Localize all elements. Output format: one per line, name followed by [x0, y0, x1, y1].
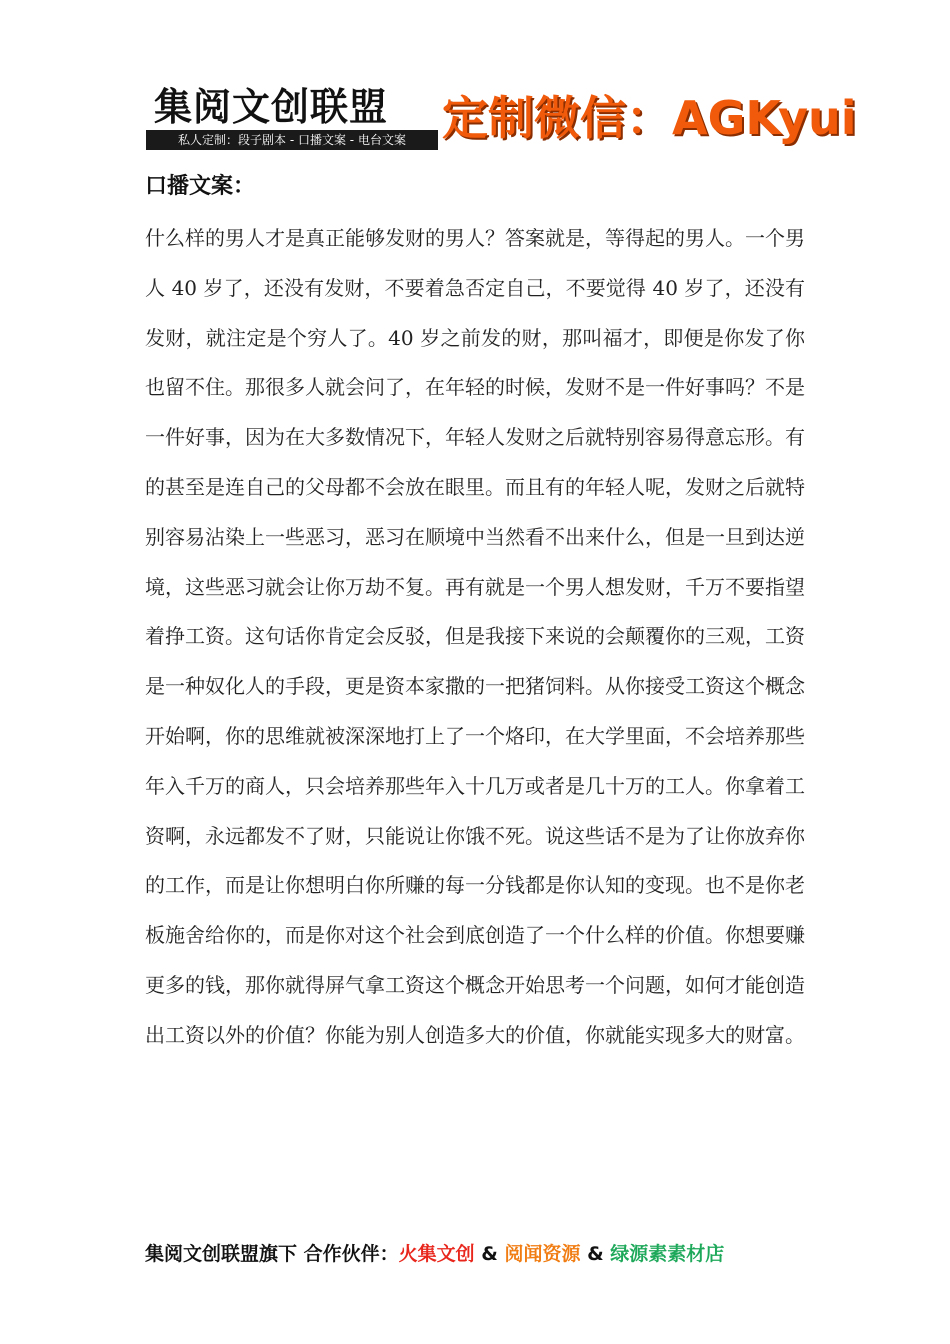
- partner-separator-1: &: [474, 1243, 505, 1265]
- partner-1: 火集文创: [398, 1243, 475, 1265]
- brand-logo-text: 集阅文创联盟: [154, 85, 389, 129]
- script-body-text: 什么样的男人才是真正能够发财的男人？答案就是，等得起的男人。一个男人 40 岁了，还没有发财，不要着急否定自己，不要觉得 40 岁了，还没有发财，就注定是个穷人了。40 岁之前发的财，那叫福才，即便是你发了你也留不住。那很多人就会问了，在年轻的时候，发财不是一件好事吗？不是一件好事，因为在大多数情况下，年轻人发财之后就特别容易得意忘形。有的甚至是连自己的父母都不会放在眼里。而且有的年轻人呢，发财之后就特别容易沾染上一些恶习，恶习在顺境中当然看不出来什么，但是一旦到达逆境，这些恶习就会让你万劫不复。再有就是一个男人想发财，千万不要指望着挣工资。这句话你肯定会反驳，但是我接下来说的会颠覆你的三观，工资是一种奴化人的手段，更是资本家撒的一把猪饲料。从你接受工资这个概念开始啊，你的思维就被深深地打上了一个烙印，在大学里面，不会培养那些年入千万的商人，只会培养那些年入十几万或者是几十万的工人。你拿着工资啊，永远都发不了财，只能说让你饿不死。说这些话不是为了让你放弃你的工作，而是让你想明白你所赚的每一分钱都是你认知的变现。也不是你老板施舍给你的，而是你对这个社会到底创造了一个什么样的价值。你想要赚更多的钱，那你就得屏气拿工资这个概念开始思考一个问题，如何才能创造出工资以外的价值？你能为别人创造多大的价值，你就能实现多大的财富。: [145, 226, 805, 1047]
- banner-brand-block: [146, 84, 438, 156]
- banner-wechat-block: [438, 84, 886, 156]
- wechat-contact-text: 定制微信：AGKyui: [442, 91, 857, 145]
- partner-2: 阅闻资源: [504, 1243, 581, 1265]
- partner-separator-2: &: [580, 1243, 611, 1265]
- footer-partners: [145, 1238, 724, 1270]
- partner-3: 绿源素素材店: [610, 1243, 725, 1265]
- section-heading: 口播文案：: [145, 174, 256, 199]
- header-banner: [146, 84, 886, 156]
- brand-subtitle: 私人定制：段子剧本 - 口播文案 - 电台文案: [146, 130, 438, 150]
- footer-prefix: 集阅文创联盟旗下 合作伙伴：: [145, 1243, 399, 1265]
